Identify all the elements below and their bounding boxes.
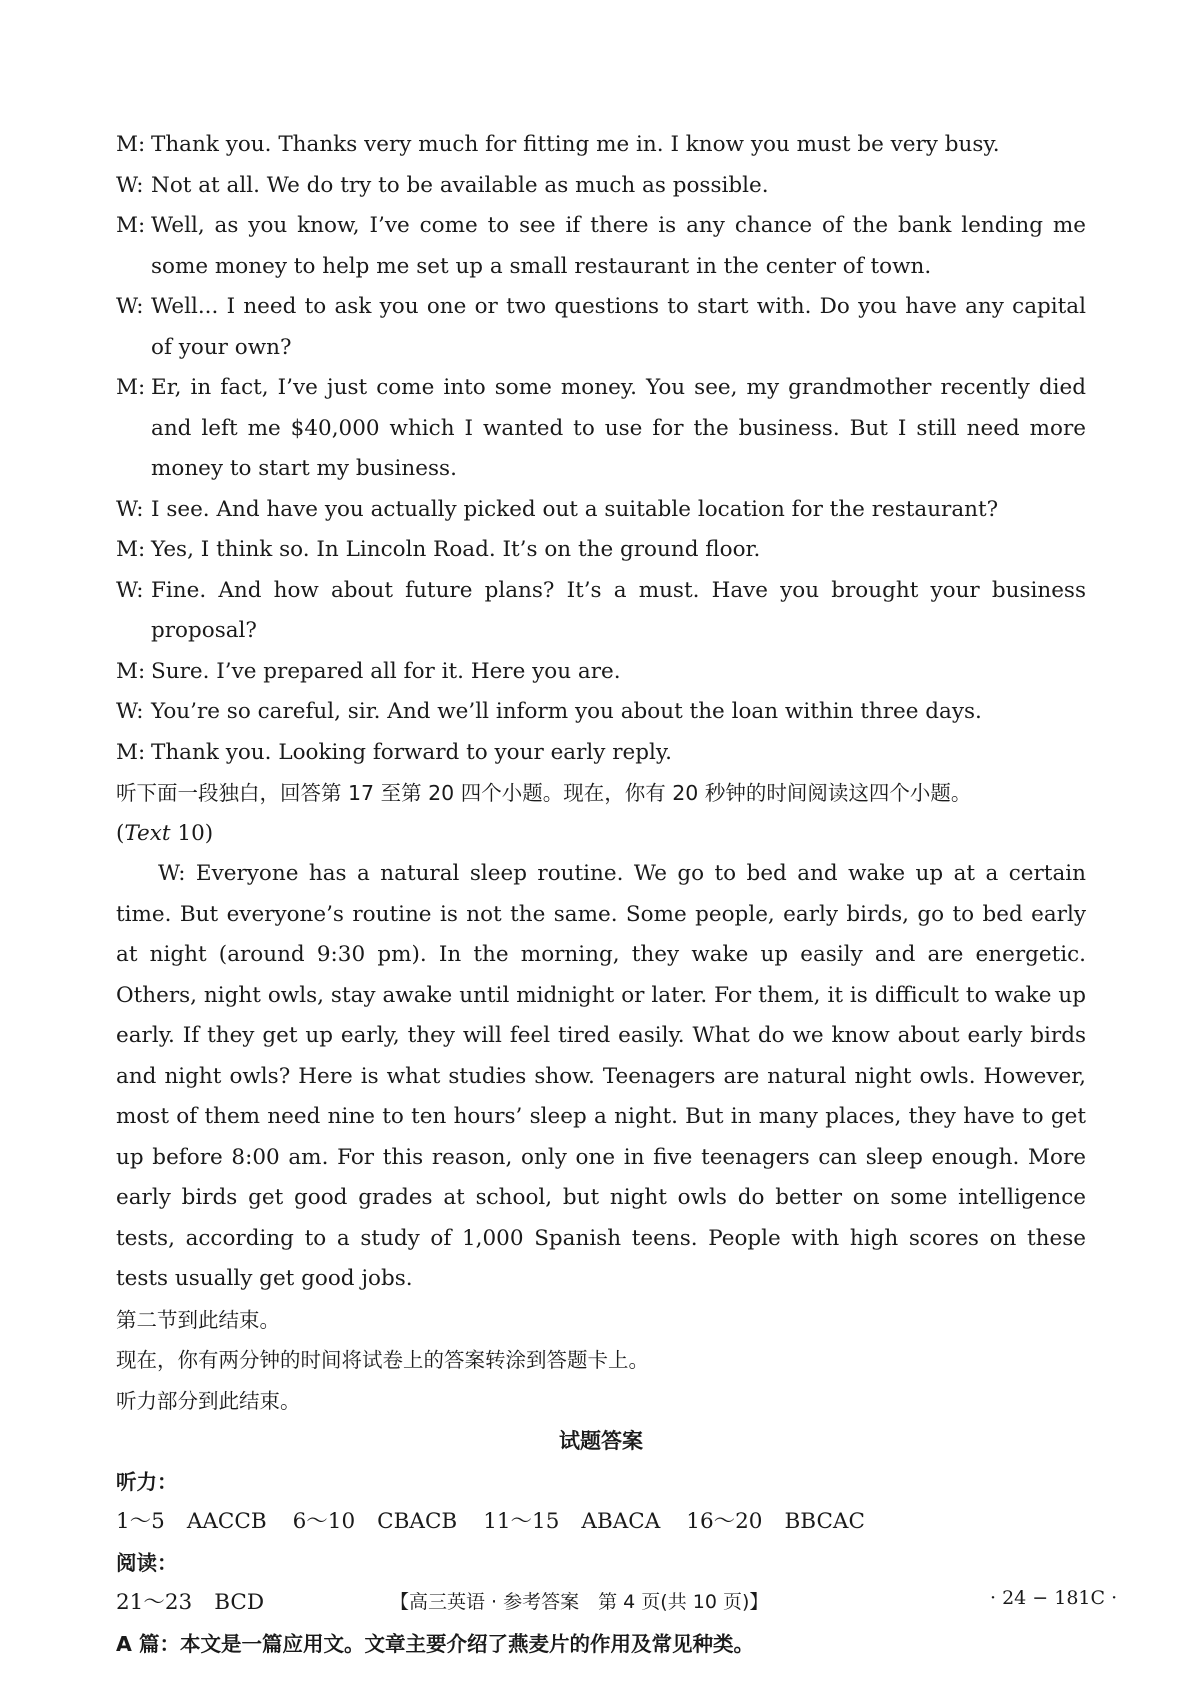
dialogue-section bbox=[116, 125, 1086, 773]
speaker-label: M: bbox=[116, 213, 146, 238]
dialogue-turn bbox=[116, 692, 1086, 733]
dialogue-text: I see. And have you actually picked out a suitable location for the restaurant? bbox=[151, 496, 999, 522]
monologue-paragraph: W: Everyone has a natural sleep routine. We go to bed and wake up at a certain time. But everyone’s routine is not the same. Some people, early birds, go to bed early at night (around 9:30 pm). In the morning, they wake up easily and are energetic. Others, night owls, stay awake until midnight or later. For them, it is difficult to wake up early. If they get up early, they will feel tired easily. What do we know about early birds and night owls? Here is what studies show. Teenagers are natural night owls. However, most of them need nine to ten hours’ sleep a night. But in many places, they have to get up before 8:00 am. For this reason, only one in five teenagers can sleep enough. More early birds get good grades at school, but night owls do better on some intelligence tests, according to a study of 1,000 Spanish teens. People with high scores on these tests usually get good jobs. bbox=[116, 861, 1086, 1291]
dialogue-text: Thank you. Looking forward to your early reply. bbox=[151, 739, 673, 765]
dialogue-turn bbox=[116, 571, 1086, 652]
dialogue-turn bbox=[116, 125, 1086, 166]
dialogue-turn bbox=[116, 206, 1086, 287]
speaker-label: W: bbox=[116, 172, 144, 198]
dialogue-turn bbox=[116, 368, 1086, 490]
page-content bbox=[116, 125, 1086, 1664]
speaker-label: W: bbox=[116, 577, 144, 603]
answer-range: 11～15 bbox=[483, 1509, 560, 1534]
answer-key: CBACB bbox=[377, 1509, 458, 1534]
dialogue-text: Not at all. We do try to be available as much as possible. bbox=[151, 172, 769, 198]
listening-answers bbox=[116, 1502, 1086, 1543]
answer-range: 16～20 bbox=[686, 1509, 763, 1534]
dialogue-text: You’re so careful, sir. And we’ll inform you about the loan within three days. bbox=[151, 699, 982, 724]
dialogue-turn bbox=[116, 733, 1086, 774]
dialogue-turn bbox=[116, 166, 1086, 207]
dialogue-text: Fine. And how about future plans? It’s a must. Have you brought your business proposal? bbox=[151, 577, 1086, 643]
speaker-label: W: bbox=[116, 699, 144, 724]
footer-page-info: 【高三英语 · 参考答案 第 4 页(共 10 页)】 bbox=[390, 1591, 769, 1613]
answer-key: BBCAC bbox=[784, 1509, 865, 1534]
speaker-label: W: bbox=[116, 496, 144, 522]
section-end-note: 第二节到此结束。 bbox=[116, 1307, 280, 1332]
speaker-label: M: bbox=[116, 537, 146, 562]
dialogue-text: Sure. I’ve prepared all for it. Here you are. bbox=[151, 658, 621, 684]
dialogue-text: Yes, I think so. In Lincoln Road. It’s on the ground floor. bbox=[151, 537, 761, 562]
dialogue-turn bbox=[116, 652, 1086, 693]
reading-heading: 阅读： bbox=[116, 1550, 178, 1575]
passage-a-intro: A 篇：本文是一篇应用文。文章主要介绍了燕麦片的作用及常见种类。 bbox=[116, 1631, 755, 1656]
answers-title: 试题答案 bbox=[559, 1429, 643, 1453]
speaker-label: M: bbox=[116, 375, 146, 400]
speaker-label: M: bbox=[116, 658, 146, 684]
dialogue-text: Well, as you know, I’ve come to see if there is any chance of the bank lending me some money to help me set up a small restaurant in the center of town. bbox=[151, 213, 1086, 279]
dialogue-text: Well... I need to ask you one or two questions to start with. Do you have any capital of your own? bbox=[151, 294, 1086, 360]
listening-end-note: 听力部分到此结束。 bbox=[116, 1388, 301, 1413]
answer-range: 6～10 bbox=[292, 1509, 356, 1534]
answer-key: BCD bbox=[214, 1590, 265, 1615]
speaker-label: W: bbox=[116, 294, 144, 319]
answer-key: AACCB bbox=[186, 1509, 267, 1534]
speaker-label: M: bbox=[116, 739, 146, 765]
text10-label: (Text 10) bbox=[116, 820, 214, 846]
listening-heading: 听力： bbox=[116, 1469, 178, 1494]
dialogue-turn bbox=[116, 287, 1086, 368]
text10-instruction: 听下面一段独白，回答第 17 至第 20 四个小题。现在，你有 20 秒钟的时间阅读这四个小题。 bbox=[116, 781, 972, 805]
answer-range: 1～5 bbox=[116, 1509, 165, 1534]
footer-paper-code: · 24 − 181C · bbox=[990, 1587, 1118, 1609]
answer-range: 21～23 bbox=[116, 1590, 193, 1615]
dialogue-text: Er, in fact, I’ve just come into some money. You see, my grandmother recently died and left me $40,000 which I wanted to use for the business. But I still need more money to start my business. bbox=[151, 375, 1086, 481]
transfer-answers-note: 现在，你有两分钟的时间将试卷上的答案转涂到答题卡上。 bbox=[116, 1348, 649, 1372]
answer-key: ABACA bbox=[581, 1509, 661, 1534]
speaker-label: M: bbox=[116, 132, 146, 157]
dialogue-turn bbox=[116, 490, 1086, 531]
dialogue-text: Thank you. Thanks very much for fitting me in. I know you must be very busy. bbox=[151, 132, 1000, 157]
dialogue-turn bbox=[116, 530, 1086, 571]
